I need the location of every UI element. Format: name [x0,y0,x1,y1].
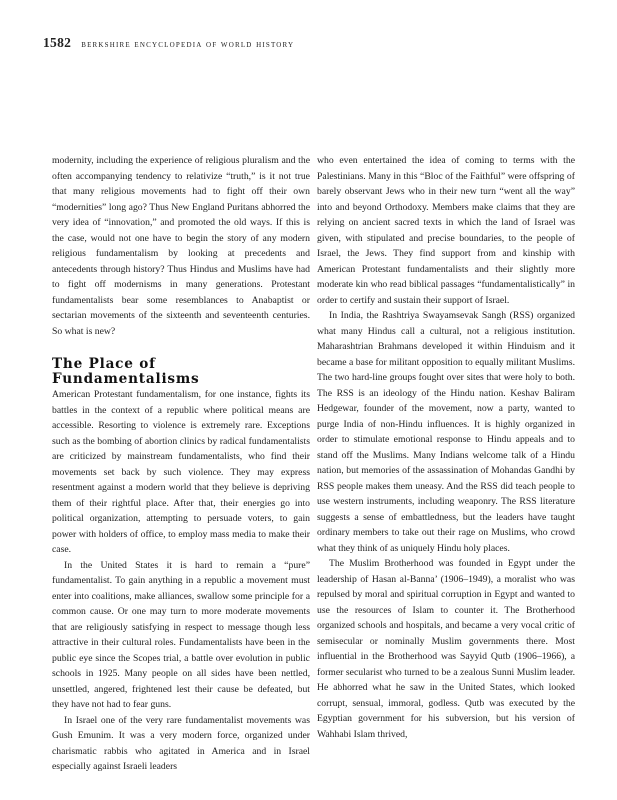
right-column [317,153,575,742]
right-paragraph-2: In India, the Rashtriya Swayamsevak Sangh (RSS) organized what many Hindus call a cultural, not a religious institution. Maharashtrian Brahmans developed it within Hinduism and it became a base for militant opposition to equally militant Muslims. The two hard-line groups fought over sites that were holy to both. The RSS is an ideology of the Hindu nation. Keshav Baliram Hedgewar, founder of the movement, now a party, wanted to purge India of non-Hindu influences. It is highly organized in order to stimulate emotional response to Hindu appeals and to stand off the Muslims. Many Indians welcome talk of a Hindu nation, but memories of the assassination of Mohandas Gandhi by RSS people makes them uneasy. And the RSS did teach people to use western instruments, including weaponry. The RSS literature suggests a sense of embattledness, but the leaders have taught ordinary members to take out their rage on Muslims, who crowd what they think of as uniquely Hindu holy places. [317,310,575,554]
right-paragraph-3: The Muslim Brotherhood was founded in Egypt under the leadership of Hasan al-Banna’ (1906–1949), a moralist who was repulsed by moral and spiritual corruption in Egypt and wanted to use the resources of Islam to counter it. The Brotherhood organized schools and hospitals, and became a very vocal critic of semisecular or nominally Muslim governments there. Most influential in the Brotherhood was Sayyid Qutb (1906–1966), a former secularist who turned to be a zealous Sunni Muslim leader. He abhorred what he saw in the United States, which looked corrupt, sensual, immoral, godless. Qutb was executed by the Egyptian government for his subversion, but his version of Wahhabi Islam thrived, [317,558,575,740]
right-paragraph-1: who even entertained the idea of coming to terms with the Palestinians. Many in this “Bloc of the Faithful” were offspring of barely observant Jews who in their new turn “went all the way” into and beyond Orthodoxy. Members make claims that they are relying on ancient sacred texts in which the land of Israel was given, with stipulated and precise boundaries, to the people of Israel, the Jews. They find support from and kinship with American Protestant fundamentalists and their slightly more moderate kin who read biblical passages “fundamentalistically” in order to certify and sustain their support of Israel. [317,155,575,306]
section-heading-line-2: Fundamentalisms [52,371,200,387]
left-paragraph-3: In the United States it is hard to remain a “pure” fundamentalist. To gain anything in a republic a movement must enter into coalitions, make alliances, swallow some principle for a common cause. Or one may turn to more moderate movements that are religiously satisfying in respect to message though less attractive in their cultural roles. Fundamentalists have been in the public eye since the Scopes trial, a battle over evolution in public schools in 1925. Many people on all sides have been nettled, unsettled, angered, frightened lest their cause be defeated, but they have not had to fear guns. [52,559,310,710]
running-header [43,34,583,52]
page-number: 1582 [43,35,72,50]
left-paragraph-4: In Israel one of the very rare fundamentalist movements was Gush Emunim. It was a very modern force, organized under charismatic rabbis who agitated in America and in Israel especially against Israeli leaders [52,714,310,772]
running-title: berkshire encyclopedia of world history [81,40,295,50]
left-paragraph-1: modernity, including the experience of religious pluralism and the often accompanying tendency to relativize “truth,” is it not true that many religious movements had to fight off their own “modernities” long ago? Thus New England Puritans abhorred the very idea of “innovation,” and promoted the old ways. If this is the case, would not one have to begin the story of any modern religious fundamentalism by looking at precedents and antecedents through history? Thus Hindus and Muslims have had to fight off modernisms in many generations. Protestant fundamentalists bear some resemblances to Anabaptist or sectarian movements of the sixteenth and seventeenth centuries. So what is new? [52,155,310,337]
section-heading-line-1: The Place of [52,356,156,372]
left-column [52,153,310,775]
section-heading [52,357,310,387]
left-paragraph-2: American Protestant fundamentalism, for one instance, fights its battles in the context of a republic where political means are accessible. Resorting to violence is extremely rare. Exceptions such as the bombing of abortion clinics by radical fundamentalists are criticized by mainstream fundamentalists, who find their movements set back by such violence. They may express resentment against a modern world that they believe is depriving them of their rightful place. After that, their energies go into political organization, attempting to persuade voters, to gain power with holders of office, to employ mass media to make their case. [52,389,310,555]
